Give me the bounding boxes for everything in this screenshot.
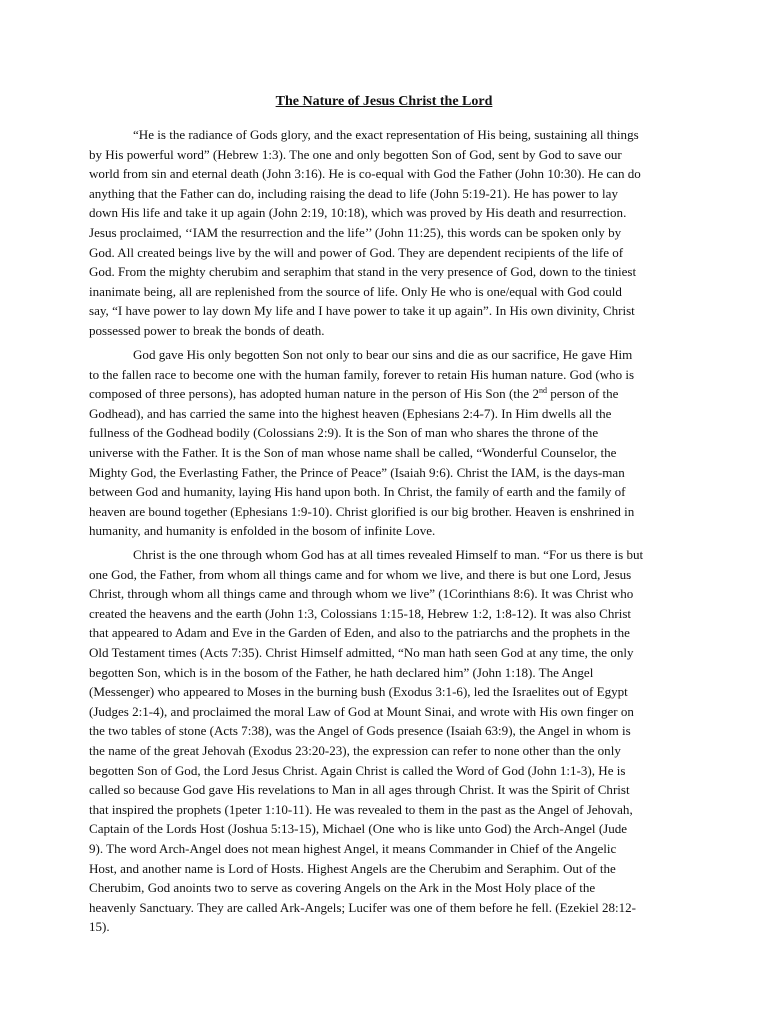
text-line: Mighty God, the Everlasting Father, the Prince of Peace” (Isaiah 9:6). Christ the IAM, is the days-man — [89, 464, 625, 480]
text-line: by His powerful word” (Hebrew 1:3). The one and only begotten Son of God, sent by God to save our — [89, 146, 622, 162]
text-line: “He is the radiance of Gods glory, and the exact representation of His being, sustaining all things — [133, 127, 639, 142]
text-line: called so because God gave His revelations to Man in all ages through Christ. It was the Spirit of Christ — [89, 782, 630, 798]
text-line: Godhead), and has carried the same into the highest heaven (Ephesians 2:4-7). In Him dwells all the — [89, 405, 612, 421]
text-line: universe with the Father. It is the Son of man whose name shall be called, “Wonderful Counselor, the — [89, 444, 617, 460]
text-line: Old Testament times (Acts 7:35). Christ Himself admitted, “No man hath seen God at any time, the only — [89, 644, 634, 660]
text-line: down His life and take it up again (John 2:19, 10:18), which was proved by His death and resurrection. — [89, 205, 627, 221]
paragraph-1 — [89, 125, 649, 341]
text-line: heavenly Sanctuary. They are called Ark-Angels; Lucifer was one of them before he fell. (Ezekiel 28:12- — [89, 899, 637, 915]
text-line: Christ, through whom all things came and through whom we live” (1Corinthians 8:6). It was Christ who — [89, 586, 634, 602]
text-line: fullness of the Godhead bodily (Colossians 2:9). It is the Son of man who shares the throne of the — [89, 425, 599, 441]
text-line: one God, the Father, from whom all things came and for whom we live, and there is but one Lord, Jesus — [89, 566, 632, 582]
paragraph-3 — [89, 545, 649, 937]
text-line: 9). The word Arch-Angel does not mean highest Angel, it means Commander in Chief of the Angelic — [89, 840, 617, 856]
text-line: 15). — [89, 919, 110, 935]
text-line: anything that the Father can do, including raising the dead to life (John 5:19-21). He has power to lay — [89, 185, 618, 201]
text-line: (Judges 2:1-4), and proclaimed the moral Law of God at Mount Sinai, and wrote with His own finger on — [89, 703, 634, 719]
text-segment: person of the — [547, 386, 619, 402]
text-line: Cherubim, God anoints two to serve as covering Angels on the Ark in the Most Holy place of the — [89, 880, 596, 896]
text-line: heaven are bound together (Ephesians 1:9-10). Christ glorified is our big brother. Heaven is enshrined in — [89, 503, 635, 519]
text-line: Captain of the Lords Host (Joshua 5:13-15), Michael (One who is like unto God) the Arch-Angel (Jude — [89, 821, 628, 837]
document-title: The Nature of Jesus Christ the Lord — [275, 94, 493, 109]
text-line-with-superscript — [89, 384, 649, 404]
text-line: to the fallen race to become one with the human family, forever to retain His human nature. God (who is — [89, 366, 635, 382]
text-line: inanimate being, all are replenished from the source of life. Only He who is one/equal with God could — [89, 283, 622, 299]
text-line: the name of the great Jehovah (Exodus 23:20-23), the expression can refer to none other than the only — [89, 742, 621, 758]
text-line: begotten Son, which is in the bosom of the Father, he hath declared him” (John 1:18). The Angel — [89, 664, 594, 680]
text-line: God. From the mighty cherubim and seraphim that stand in the very presence of God, down to the tiniest — [89, 264, 637, 280]
text-line: the two tables of stone (Acts 7:38), was the Angel of Gods presence (Isaiah 63:9), the Angel in whom is — [89, 723, 631, 739]
text-line: humanity, and humanity is enfolded in the bosom of infinite Love. — [89, 523, 436, 539]
text-line: world from sin and eternal death (John 3:16). He is co-equal with God the Father (John 10:30). He can do — [89, 166, 641, 182]
text-line: that appeared to Adam and Eve in the Garden of Eden, and also to the patriarchs and the prophets in the — [89, 625, 630, 641]
text-line: (Messenger) who appeared to Moses in the burning bush (Exodus 3:1-6), led the Israelites out of Egypt — [89, 684, 628, 700]
text-line: created the heavens and the earth (John 1:3, Colossians 1:15-18, Hebrew 1:2, 1:8-12). It was also Christ — [89, 605, 632, 621]
text-line: between God and humanity, laying His hand upon both. In Christ, the family of earth and the family of — [89, 484, 626, 500]
text-segment: composed of three persons), has adopted human nature in the person of His Son (the 2 — [89, 386, 540, 402]
text-line: say, “I have power to lay down My life and I have power to take it up again”. In His own divinity, Christ — [89, 303, 635, 319]
paragraph-2 — [89, 345, 649, 541]
text-line: that inspired the prophets (1peter 1:10-11). He was revealed to them in the past as the Angel of Jehovah, — [89, 801, 633, 817]
text-line: Host, and another name is Lord of Hosts. Highest Angels are the Cherubim and Seraphim. Out of the — [89, 860, 616, 876]
ordinal-superscript: nd — [539, 386, 548, 396]
text-line: possessed power to break the bonds of death. — [89, 322, 325, 338]
text-line: Jesus proclaimed, ‘‘IAM the resurrection and the life’’ (John 11:25), this words can be spoken only by — [89, 224, 622, 240]
text-line: begotten Son of God, the Lord Jesus Christ. Again Christ is called the Word of God (John 1:1-3), He is — [89, 762, 626, 778]
text-line: God. All created beings live by the will and power of God. They are dependent recipients of the life of — [89, 244, 624, 260]
text-line: God gave His only begotten Son not only to bear our sins and die as our sacrifice, He gave Him — [133, 347, 633, 362]
text-line: Christ is the one through whom God has at all times revealed Himself to man. “For us there is but — [133, 547, 644, 562]
